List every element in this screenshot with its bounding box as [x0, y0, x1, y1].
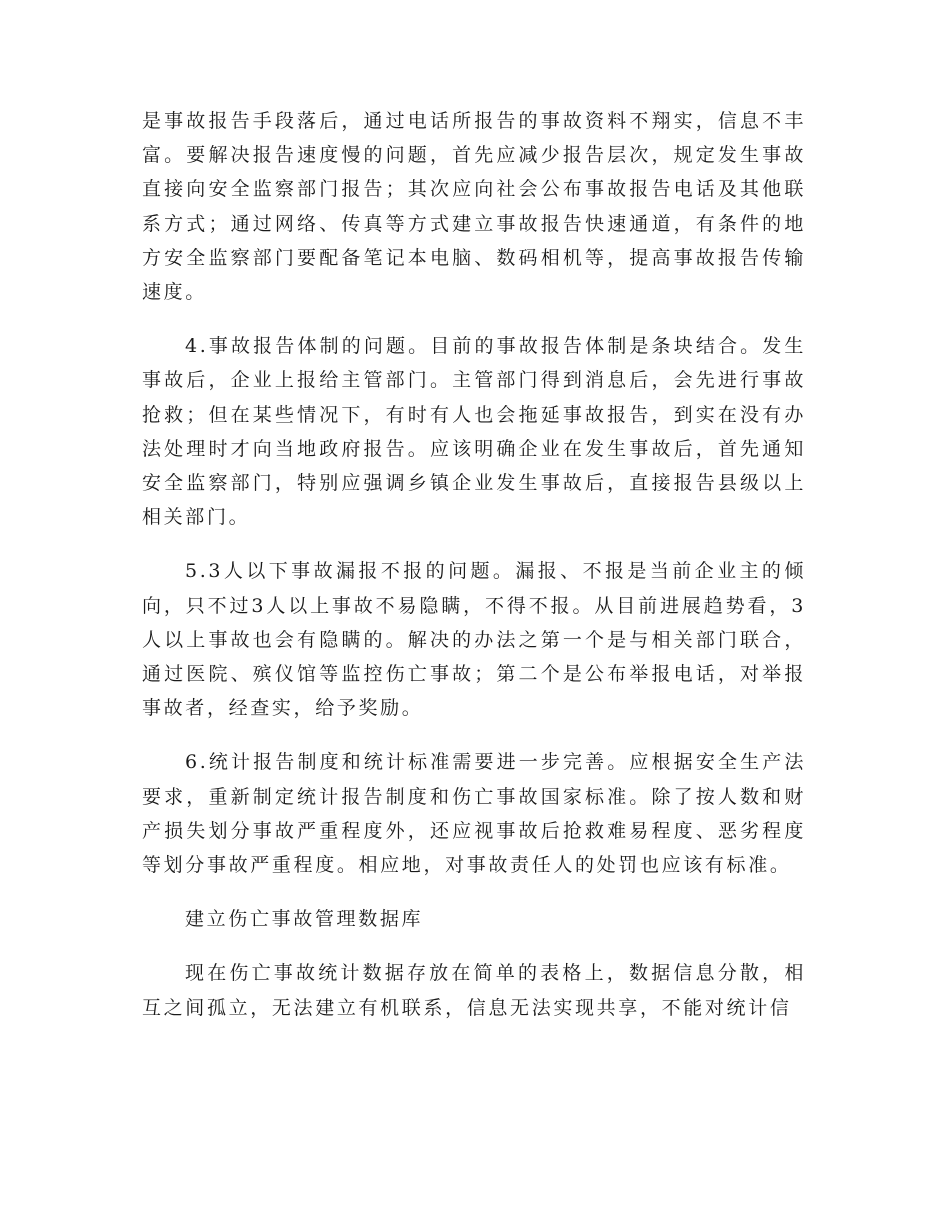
paragraph-item-5: 5.3人以下事故漏报不报的问题。漏报、不报是当前企业主的倾向，只不过3人以上事故不易隐瞒，不得不报。从目前进展趋势看，3人以上事故也会有隐瞒的。解决的办法之第一个是与相关部门联合，通过医院、殡仪馆等监控伤亡事故；第二个是公布举报电话，对举报事故者，经查实，给予奖励。: [142, 560, 806, 720]
paragraph-item-4: 4.事故报告体制的问题。目前的事故报告体制是条块结合。发生事故后，企业上报给主管部门。主管部门得到消息后，会先进行事故抢救；但在某些情况下，有时有人也会拖延事故报告，到实在没有办法处理时才向当地政府报告。应该明确企业在发生事故后，首先通知安全监察部门，特别应强调乡镇企业发生事故后，直接报告县级以上相关部门。: [142, 335, 806, 529]
paragraph-database: 现在伤亡事故统计数据存放在简单的表格上，数据信息分散，相互之间孤立，无法建立有机联系，信息无法实现共享，不能对统计信: [142, 962, 806, 1019]
document-body: [142, 104, 806, 1025]
section-heading: 建立伤亡事故管理数据库: [185, 908, 424, 931]
paragraph-continuation: 是事故报告手段落后，通过电话所报告的事故资料不翔实，信息不丰富。要解决报告速度慢的问题，首先应减少报告层次，规定发生事故直接向安全监察部门报告；其次应向社会公布事故报告电话及其他联系方式；通过网络、传真等方式建立事故报告快速通道，有条件的地方安全监察部门要配备笔记本电脑、数码相机等，提高事故报告传输速度。: [142, 110, 806, 304]
paragraph-item-6: 6.统计报告制度和统计标准需要进一步完善。应根据安全生产法要求，重新制定统计报告制度和伤亡事故国家标准。除了按人数和财产损失划分事故严重程度外，还应视事故后抢救难易程度、恶劣程度等划分事故严重程度。相应地，对事故责任人的处罚也应该有标准。: [142, 751, 806, 877]
